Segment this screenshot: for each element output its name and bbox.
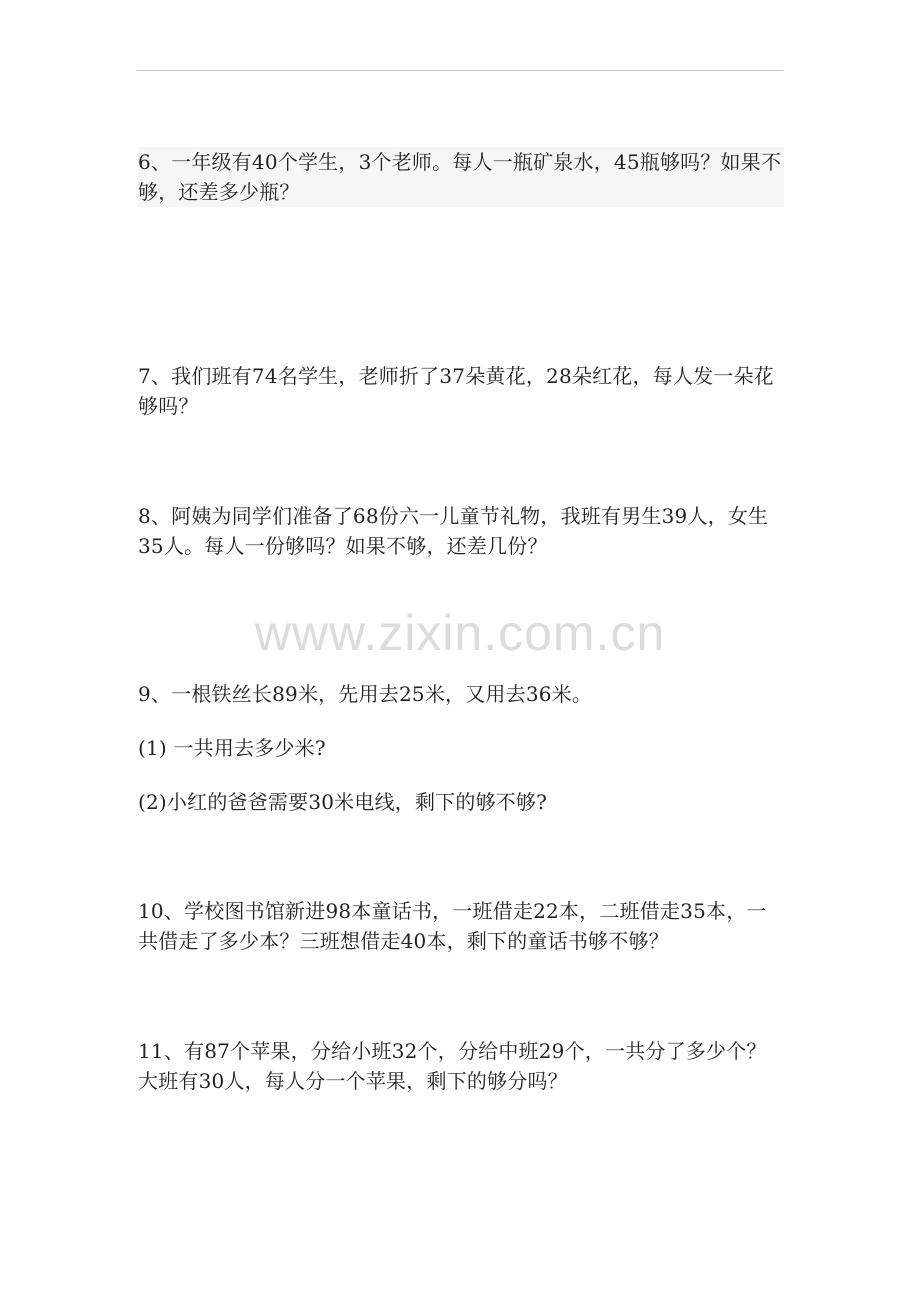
question-9: 9、一根铁丝长89米，先用去25米，又用去36米。 [138,682,593,706]
question-6: 6、一年级有40个学生，3个老师。每人一瓶矿泉水，45瓶够吗？如果不够，还差多少瓶？ [138,147,784,207]
question-10: 10、学校图书馆新进98本童话书，一班借走22本，二班借走35本，一共借走了多少本？三班想借走40本，剩下的童话书够不够？ [138,899,767,953]
question-9-part-1: (1) 一共用去多少米? [138,736,326,760]
question-7: 7、我们班有74名学生，老师折了37朵黄花，28朵红花，每人发一朵花够吗？ [138,364,774,418]
question-8: 8、阿姨为同学们准备了68份六一儿童节礼物，我班有男生39人，女生35人。每人一份够吗？如果不够，还差几份？ [138,504,769,558]
question-9-part-2: (2)小红的爸爸需要30米电线，剩下的够不够? [138,790,548,814]
top-divider [137,70,783,71]
question-11: 11、有87个苹果，分给小班32个，分给中班29个，一共分了多少个？大班有30人，每人分一个苹果，剩下的够分吗？ [138,1039,767,1093]
watermark: www.zixin.com.cn [254,605,666,661]
